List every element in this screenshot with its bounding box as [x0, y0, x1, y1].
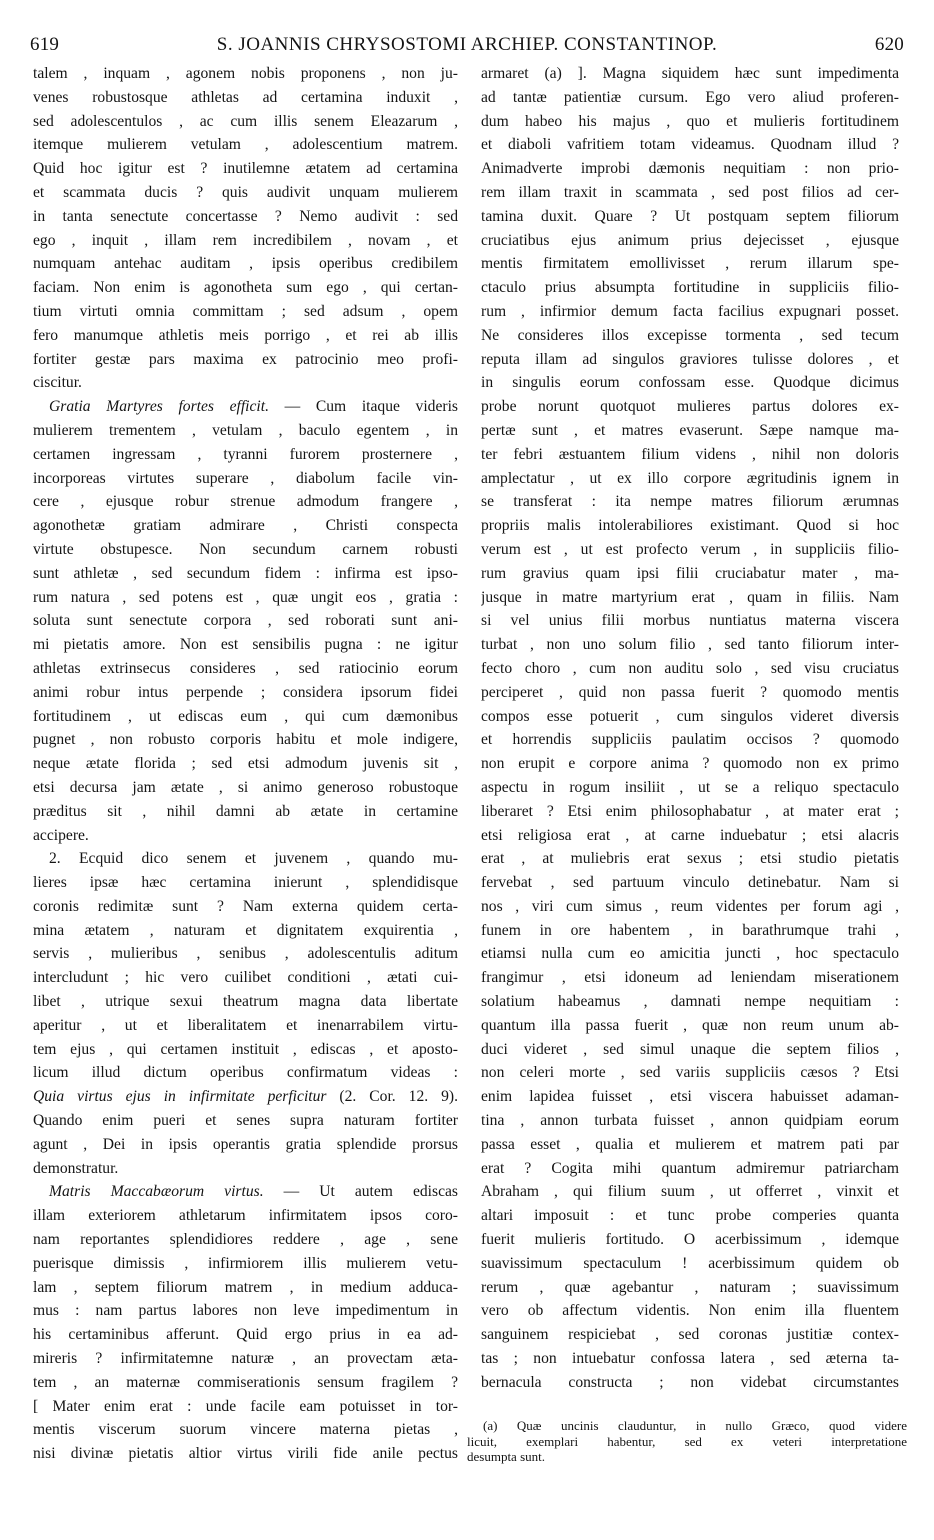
left-column-line: accipere. [33, 826, 89, 844]
left-column-line: aperitur , ut et liberalitatem et inenarrabilem virtu- [33, 1016, 458, 1034]
left-column-line: Quando enim pueri et senes supra naturam fortiter [33, 1112, 458, 1130]
right-column-line: si vel unius filii morbus nuntiatus materna viscera [481, 612, 899, 630]
right-column-line: non celeri morte , sed variis suppliciis cæsos ? Etsi [481, 1064, 899, 1082]
left-column-line: intercludunt ; hic vero cuilibet conditioni , ætati cui- [33, 969, 458, 987]
left-column-line: sunt athletæ , sed secundum fidem : infirma est ipso- [33, 564, 458, 582]
right-column-line: etsi religiosa erat , at carne induebatur ; etsi alacris [481, 826, 899, 844]
left-column-line: mi pietatis amore. Non est sensibilis pugna : ne igitur [33, 636, 458, 654]
left-column-line: numquam antehac auditam , ipsis operibus credibilem [33, 255, 458, 273]
left-column-line: coronis redimitæ sunt ? Nam externa quidem certa- [33, 897, 458, 915]
page-number-right: 620 [874, 34, 904, 55]
left-column-line: præditus sit , nihil damni ab ætate in certamine [33, 802, 458, 820]
right-column-line: ctaculo prius absumpta fortitudine in suppliciis filio- [481, 279, 899, 297]
left-column-line: mus : nam partus labores non leve impedimentum in [33, 1302, 458, 1320]
left-column-line: etsi decursa jam ætate , si animo generoso robustoque [33, 778, 458, 796]
right-column-line: vero ob affectum videntis. Non enim illa fluentem [481, 1302, 899, 1320]
footnote-line: desumpta sunt. [467, 1449, 545, 1464]
left-column-line: tem ejus , qui certamen instituit , ediscas , et aposto- [33, 1040, 458, 1058]
left-column-line: soluta sunt senectute corpora , sed roborati sunt ani- [33, 612, 458, 630]
left-column-line: mulierem trementem , vetulam , baculo egentem , in [33, 421, 458, 439]
right-column-line: et horrendis suppliciis paulatim occisos ? quomodo [481, 731, 899, 749]
left-column-line: demonstratur. [33, 1159, 119, 1177]
footnote [467, 1418, 907, 1465]
right-column-line: rem illam traxit in scammata , sed post filios ad cer- [481, 183, 899, 201]
left-column-line: itemque mulierem vetulam , adolescentium matrem. [33, 136, 458, 154]
left-column-line: animi robur intus perpende ; considera ipsorum fidei [33, 683, 458, 701]
right-column-line: nos , viri cum simus , reum videntes per forum agi , [481, 897, 899, 915]
right-column-line: se transferat : ita nempe matres filiorum ærumnas [481, 493, 899, 511]
right-column-line: mentis firmitatem emollivisset , rerum illarum spe- [481, 255, 899, 273]
right-column-line: fuerit mulieris fortitudo. O acerbissimum , idemque [481, 1231, 899, 1249]
right-column-line: suavissimum spectaculum ! acerbissimum quidem ob [481, 1254, 899, 1272]
right-column [481, 62, 899, 1395]
left-column-line: tium virtuti omnia committam ; sed adsum , opem [33, 302, 458, 320]
right-column-line: fervebat , sed partuum vinculo detinebatur. Nam si [481, 874, 899, 892]
left-column-line: 2. Ecquid dico senem et juvenem , quando mu- [49, 850, 458, 868]
left-column-line: ciscitur. [33, 374, 82, 392]
right-column-line: propriis malis intolerabiliores existimant. Quod si hoc [481, 517, 899, 535]
right-column-line: bernacula constructa ; non videbat circumstantes [481, 1373, 899, 1391]
right-column-line: armaret (a) ]. Magna siquidem hæc sunt impedimenta [481, 65, 899, 82]
right-column-line: cruciatibus ejus animum prius dejecisset , ejusque [481, 231, 899, 249]
right-column-line: jusque in matre martyrium erat , quam in filiis. Nam [481, 588, 899, 606]
right-column-line: frangimur , etsi idoneum ad leniendam miserationem [481, 969, 899, 987]
left-column-line: fortiter gestæ pars maxima ex patrocinio meo profi- [33, 350, 458, 368]
right-column-line: etiamsi nulla cum eo amicitia juncti , hoc spectaculo [481, 945, 899, 963]
right-column-line: compos esse potuerit , cum singulos videret diversis [481, 707, 899, 725]
right-column-line: quantum illa passa fuerit , quæ non reum unum ab- [481, 1016, 899, 1034]
right-column-line: rum , infirmior demum facta facilius expugnari posset. [481, 302, 899, 320]
left-column-line: Quid hoc igitur est ? inutilemne ætatem ad certamina [33, 160, 458, 178]
right-column-line: enim lapidea fuisset , etsi viscera habuisset adaman- [481, 1088, 899, 1106]
right-column-line: fecto choro , cum non auditu solo , sed visu cruciatus [481, 659, 899, 677]
right-column-line: pertæ sunt , et matres evaserunt. Sæpe namque ma- [481, 421, 899, 439]
left-column-line: mentis viscerum suorum vincere materna pietas , [33, 1421, 458, 1439]
page-number-left: 619 [30, 34, 60, 55]
left-column-line: agunt , Dei in ipsis operantis gratia splendide prorsus [33, 1135, 458, 1153]
left-column-line: Quia virtus ejus in infirmitate perficitur (2. Cor. 12. 9). [33, 1088, 458, 1106]
left-column-line: servis , mulieribus , senibus , adolescentulis aditum [33, 945, 458, 963]
left-column-line: nam reportantes splendidiores reddere , age , sene [33, 1231, 458, 1249]
left-column-line: talem , inquam , agonem nobis proponens , non ju- [33, 65, 458, 82]
right-column-line: perciperet , quid non passa fuerit ? quomodo mentis [481, 683, 899, 701]
right-column-line: altari imposuit : et tunc probe comperies quanta [481, 1207, 899, 1225]
right-column-line: reputa illam ad singulos graviores tulisse dolores , et [481, 350, 899, 368]
footnote-line: (a) Quæ uncinis clauduntur, in nullo Græco, quod videre [483, 1418, 907, 1433]
left-column-line: faciam. Non enim is agonotheta sum ego , qui certan- [33, 279, 458, 297]
right-column-line: non erupit e corpore anima ? quomodo non ex primo [481, 755, 899, 773]
left-column-line: sed adolescentulos , ac cum illis senem Eleazarum , [33, 112, 458, 130]
right-column-line: tina , annon turbata fuisset , annon quidpiam eorum [481, 1112, 899, 1130]
left-column-line: athletas extrinsecus consideres , sed ratiocinio eorum [33, 659, 458, 677]
right-column-line: funem in ore habentem , in barathrumque trahi , [481, 921, 899, 939]
left-column-line: fortitudinem , ut ediscas eum , qui cum dæmonibus [33, 707, 458, 725]
left-column [33, 62, 458, 1466]
right-column-line: turbat , non uno solum filio , sed tanto filiorum inter- [481, 636, 899, 654]
right-column-line: dum habeo his majus , quo et mulieris fortitudinem [481, 112, 899, 130]
right-column-line: tamina duxit. Quare ? Ut postquam septem filiorum [481, 207, 899, 225]
left-column-line: illam exteriorem athletarum infirmitatem ipsos coro- [33, 1207, 458, 1225]
left-column-line: neque ætate florida ; sed etsi admodum juvenis sit , [33, 755, 458, 773]
right-column-line: erat , at muliebris erat sexus ; etsi studio pietatis [481, 850, 899, 868]
left-column-line: in tanta senectute concertasse ? Nemo audivit : sed [33, 207, 458, 225]
left-column-line: libet , utrique sexui theatrum magna data libertate [33, 993, 458, 1011]
left-column-line: mireris ? infirmitatemne naturæ , an provectam æta- [33, 1350, 458, 1368]
right-column-line: Animadverte improbi dæmonis nequitiam : non prio- [481, 160, 899, 178]
left-column-line: lieres ipsæ hæc certamina inierunt , splendidisque [33, 874, 458, 892]
left-column-line: licum illud dictum operibus confirmatum videas : [33, 1064, 458, 1082]
left-column-line: certamen ingressam , tyranni furorem prosternere , [33, 445, 458, 463]
left-column-line: his certaminibus afferunt. Quid ergo prius in ea ad- [33, 1326, 458, 1344]
right-column-line: Ne consideres illos excepisse tormenta , sed tecum [481, 326, 899, 344]
left-column-line: et scammata ducis ? quis audivit unquam mulierem [33, 183, 458, 201]
right-column-line: erat ? Cogita mihi quantum admiremur patriarcham [481, 1159, 899, 1177]
left-column-line: [ Mater enim erat : unde facile eam potuisset in tor- [33, 1397, 458, 1415]
left-column-line: Matris Maccabæorum virtus. — Ut autem ediscas [49, 1183, 458, 1201]
right-column-line: Abraham , qui filium suum , ut offerret , vinxit et [481, 1183, 899, 1201]
left-column-line: ego , inquit , illam rem incredibilem , novam , et [33, 231, 458, 249]
right-column-line: ter febri æstuantem filium videns , nihil non doloris [481, 445, 899, 463]
left-column-line: tem , an maternæ commiserationis sensum fragilem ? [33, 1373, 458, 1391]
right-column-line: liberaret ? Etsi enim philosophabatur , at mater erat ; [481, 802, 899, 820]
left-column-line: incorporeas virtutes superare , diabolum facile vin- [33, 469, 458, 487]
left-column-line: nisi divinæ pietatis altior virtus virili fide anile pectus [33, 1445, 458, 1463]
footnote-line: licuit, exemplari habentur, sed ex veteri interpretatione [467, 1433, 907, 1449]
left-column-line: rum natura , sed potens est , quæ ungit eos , gratia : [33, 588, 458, 606]
right-column-line: rum gravius quam ipsi filii cruciabatur mater , ma- [481, 564, 899, 582]
left-column-line: virtute obstupesce. Non secundum carnem robusti [33, 540, 458, 558]
left-column-line: lam , septem filiorum matrem , in medium adduca- [33, 1278, 458, 1296]
right-column-line: amplectatur , ut ex illo corpore ægritudinis ignem in [481, 469, 899, 487]
right-column-line: passa esset , qualia et mulierem et matrem pati par [481, 1135, 899, 1153]
left-column-line: fero manumque athletis meis porrigo , et rei ab illis [33, 326, 458, 344]
right-column-line: et diaboli vafritiem totam videamus. Quodnam illud ? [481, 136, 899, 154]
right-column-line: verum est , ut est profecto verum , in suppliciis filio- [481, 540, 899, 558]
right-column-line: aspectu in rogum insiliit , ut se a reliquo spectaculo [481, 778, 899, 796]
right-column-line: in singulis eorum confossam esse. Quodque dicimus [481, 374, 899, 392]
right-column-line: solatium habeamus , damnati nempe nequitiam : [481, 993, 899, 1011]
left-column-line: puerisque dimissis , infirmiorem illis mulierem vetu- [33, 1254, 458, 1272]
right-column-line: rerum , quæ agebantur , naturam ; suavissimum [481, 1278, 899, 1296]
left-column-line: cere , ejusque robur strenue admodum frangere , [33, 493, 458, 511]
right-column-line: sanguinem respiciebat , sed coronas justitiæ contex- [481, 1326, 899, 1344]
right-column-line: tas ; non intuebatur confossa latera , sed æterna ta- [481, 1350, 899, 1368]
left-column-line: venes robustosque athletas ad certamina induxit , [33, 88, 458, 106]
right-column-line: duci videret , sed simul unaque die septem filios , [481, 1040, 899, 1058]
right-column-line: probe norunt quotquot mulieres partus dolores ex- [481, 398, 899, 416]
left-column-line: Gratia Martyres fortes efficit. — Cum itaque videris [49, 398, 458, 416]
right-column-line: ad tantæ patientiæ cursum. Ego vero aliud proferen- [481, 88, 899, 106]
left-column-line: pugnet , non robusto corporis habitu et mole indigere, [33, 731, 458, 749]
left-column-line: agonothetæ gratiam admirare , Christi conspecta [33, 517, 458, 535]
left-column-line: mina ætatem , naturam et dignitatem exquirentia , [33, 921, 458, 939]
running-title: S. JOANNIS CHRYSOSTOMI ARCHIEP. CONSTANTINOP. [216, 34, 718, 55]
running-header [30, 34, 904, 62]
